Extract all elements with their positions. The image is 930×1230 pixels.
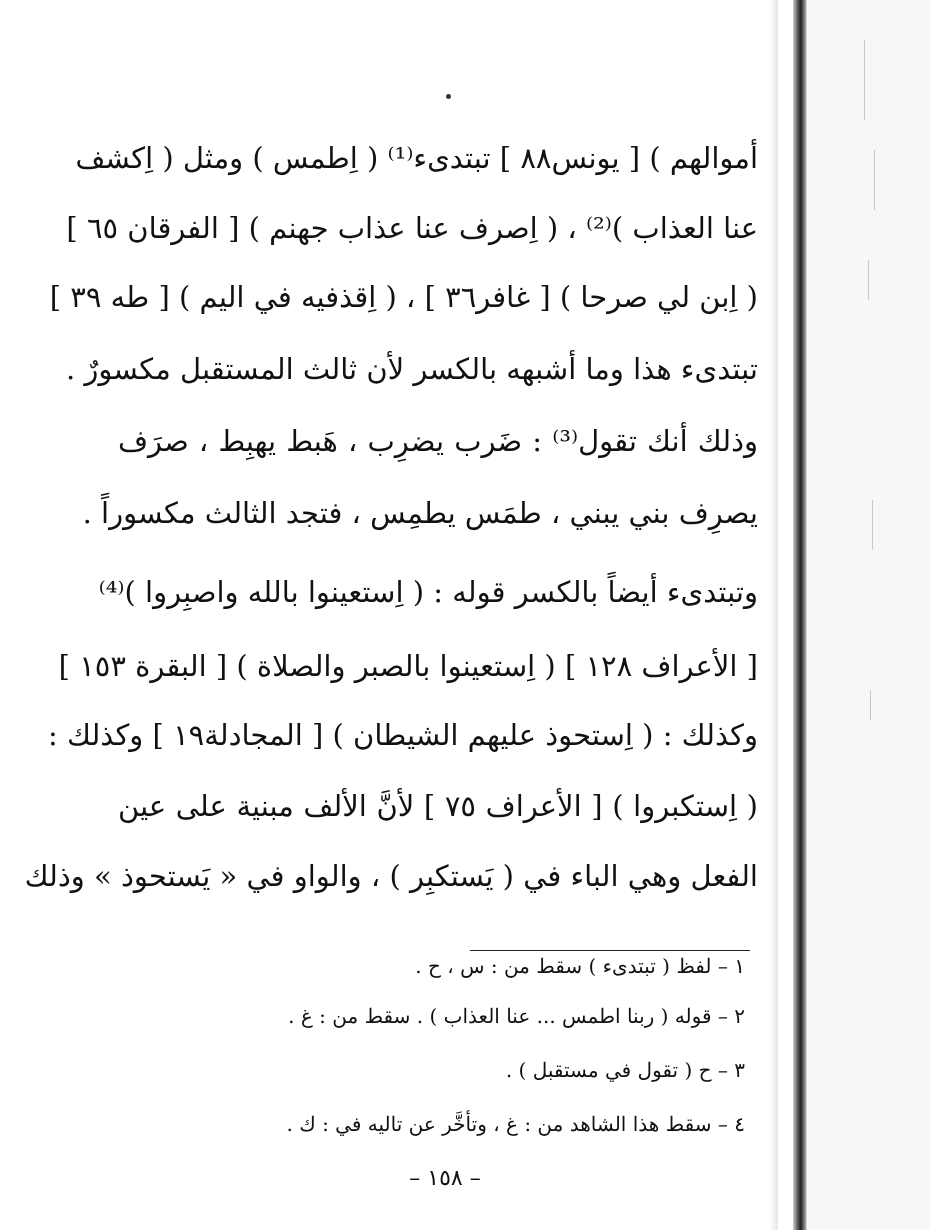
body-line: أموالهم ) [ يونس٨٨ ] تبتدىء⁽¹⁾ ( اِطمس ) ومثل ( اِكشف (75, 141, 758, 175)
footnote-3: ٣ – ح ( تقول في مستقبل ) . (505, 1058, 745, 1082)
footnote-separator (470, 950, 750, 951)
body-line: [ الأعراف ١٢٨ ] ( اِستعينوا بالصبر والصلاة ) [ البقرة ١٥٣ ] (58, 649, 758, 683)
page-shadow (770, 0, 778, 1230)
footnote-4: ٤ – سقط هذا الشاهد من : غ ، وتأخَّر عن تاليه في : ك . (286, 1112, 745, 1136)
margin-mark (870, 690, 871, 720)
body-line: تبتدىء هذا وما أشبهه بالكسر لأن ثالث المستقبل مكسورٌ . (65, 352, 758, 386)
margin-mark (872, 500, 873, 550)
body-line: وذلك أنك تقول⁽³⁾ : ضَرب يضرِب ، هَبط يهبِط ، صرَف (118, 424, 758, 458)
footnote-1: ١ – لفظ ( تبتدىء ) سقط من : س ، ح . (415, 954, 745, 978)
margin-mark (864, 40, 865, 120)
body-line: الفعل وهي الباء في ( يَستكبِر ) ، والواو في « يَستحوذ » وذلك (24, 859, 758, 893)
body-line: يصرِف بني يبني ، طمَس يطمِس ، فتجد الثالث مكسوراً . (82, 496, 758, 530)
body-line: وكذلك : ( اِستحوذ عليهم الشيطان ) [ المجادلة١٩ ] وكذلك : (48, 718, 758, 752)
book-binding (793, 0, 807, 1230)
body-text (24, 0, 759, 900)
facing-page-edge (808, 0, 930, 1230)
body-line: ( اِستكبروا ) [ الأعراف ٧٥ ] لأنَّ الألف مبنية على عين (118, 789, 759, 823)
body-line: ( اِبن لي صرحا ) [ غافر٣٦ ] ، ( اِقذفيه في اليم ) [ طه ٣٩ ] (49, 280, 758, 314)
body-line: عنا العذاب )⁽²⁾ ، ( اِصرف عنا عذاب جهنم ) [ الفرقان ٦٥ ] (66, 211, 758, 245)
page-number: – ١٥٨ – (409, 1166, 481, 1191)
margin-mark (868, 260, 869, 300)
margin-mark (874, 150, 875, 210)
body-line: وتبتدىء أيضاً بالكسر قوله : ( اِستعينوا بالله واصبِروا )⁽⁴⁾ (98, 575, 758, 609)
footnote-2: ٢ – قوله ( ربنا اطمس ... عنا العذاب ) . سقط من : غ . (288, 1004, 745, 1028)
